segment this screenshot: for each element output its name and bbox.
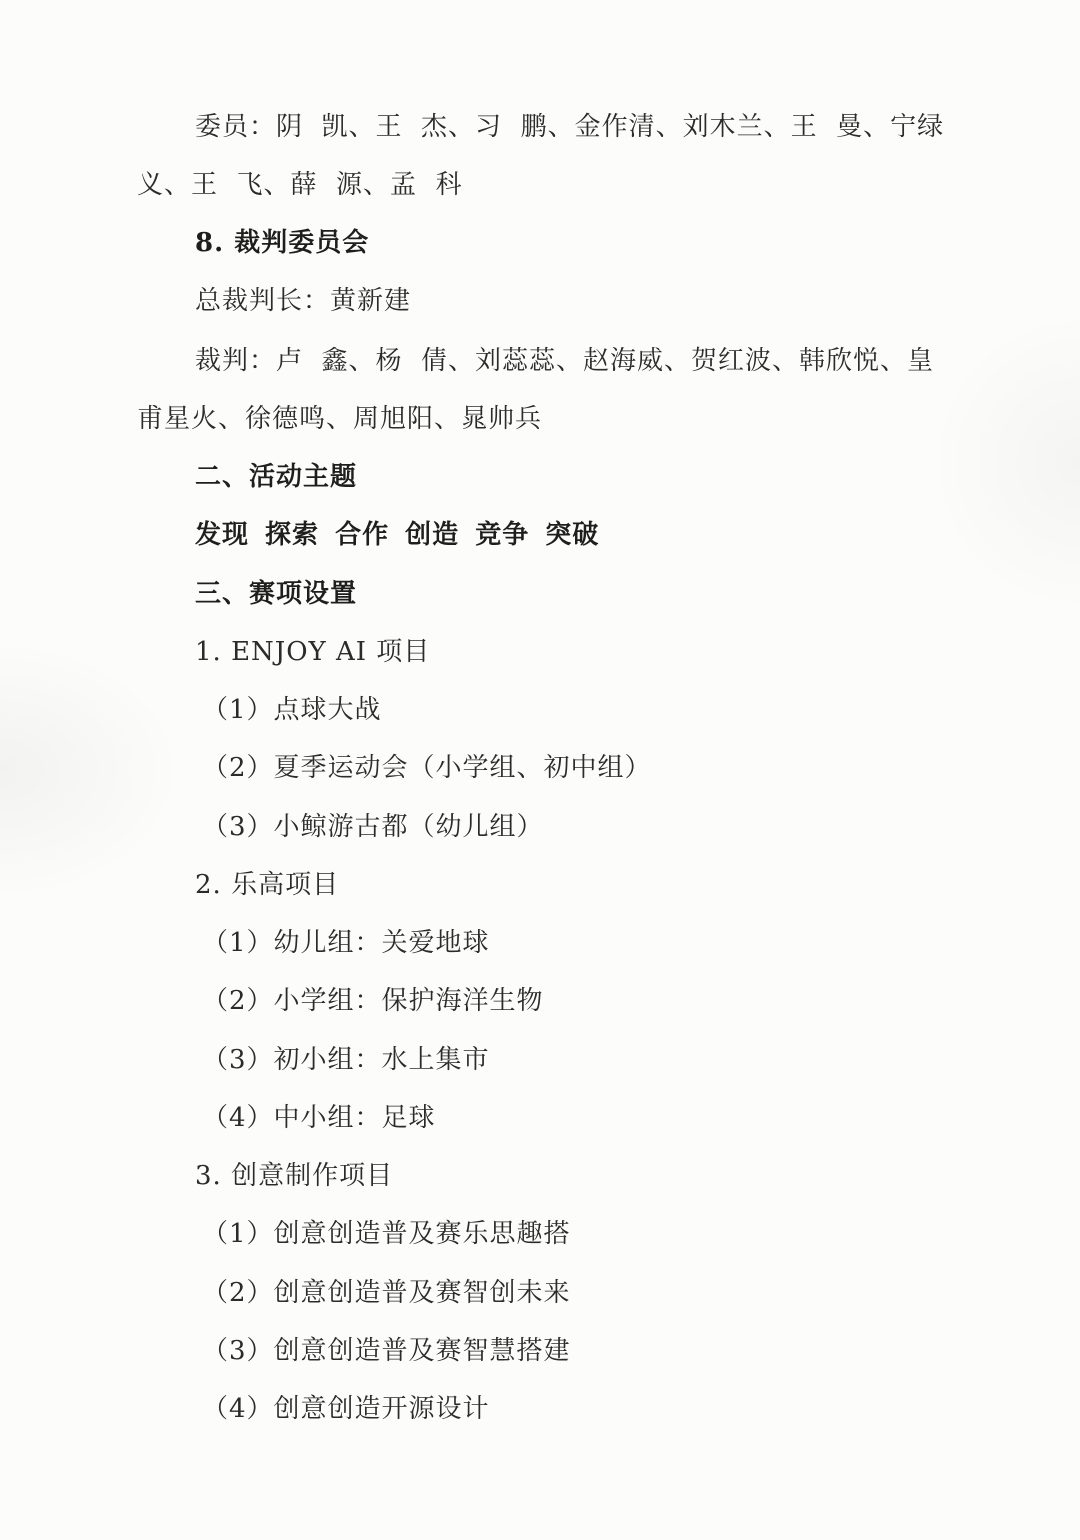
event-item: （1）点球大战 [202,695,382,725]
event-group-title: 1. ENJOY AI 项目 [195,637,431,667]
event-item: （1）幼儿组：关爱地球 [202,928,490,958]
theme-text: 发现 探索 合作 创造 竞争 突破 [195,520,600,550]
referees-line-2: 甫星火、徐德鸣、周旭阳、晁帅兵 [137,404,543,434]
theme-heading: 二、活动主题 [195,462,358,492]
event-item: （2）夏季运动会（小学组、初中组） [202,753,652,783]
event-item: （4）创意创造开源设计 [202,1394,490,1424]
event-group-title: 3. 创意制作项目 [195,1161,394,1191]
committee-members-line-2: 义、王 飞、薛 源、孟 科 [137,170,463,200]
events-heading: 三、赛项设置 [195,579,358,609]
event-item: （4）中小组：足球 [202,1103,436,1133]
referees-line-1: 裁判：卢 鑫、杨 倩、刘蕊蕊、赵海威、贺红波、韩欣悦、皇 [195,346,935,376]
chief-referee: 总裁判长：黄新建 [195,286,412,316]
committee-members-line-1: 委员：阴 凯、王 杰、习 鹏、金作清、刘木兰、王 曼、宁绿 [195,112,945,142]
event-item: （1）创意创造普及赛乐思趣搭 [202,1219,571,1249]
event-item: （2）小学组：保护海洋生物 [202,986,544,1016]
event-item: （3）初小组：水上集市 [202,1045,490,1075]
event-item: （2）创意创造普及赛智创未来 [202,1278,571,1308]
event-item: （3）小鲸游古都（幼儿组） [202,812,544,842]
event-item: （3）创意创造普及赛智慧搭建 [202,1336,571,1366]
referee-committee-heading: 8. 裁判委员会 [195,228,370,258]
event-group-title: 2. 乐高项目 [195,870,340,900]
